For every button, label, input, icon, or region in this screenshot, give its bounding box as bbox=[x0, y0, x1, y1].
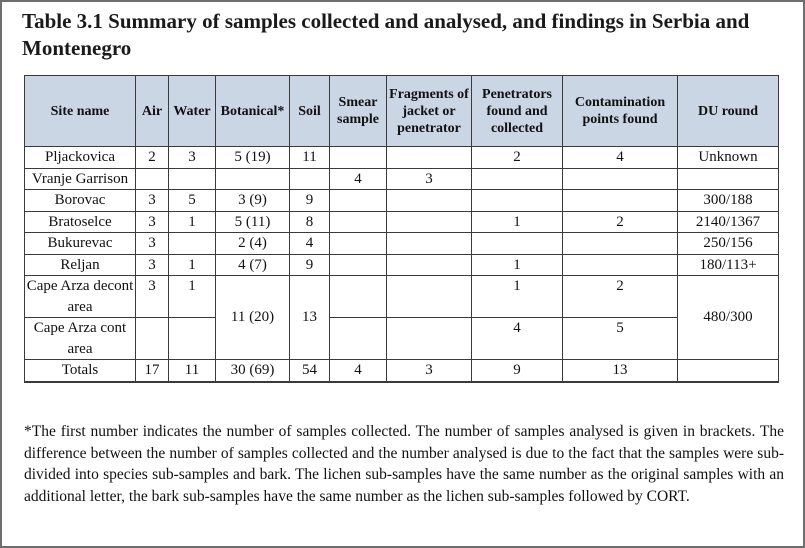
cell-penetrators: 2 bbox=[472, 147, 563, 169]
cell-air: 17 bbox=[136, 360, 169, 382]
cell-contamination: 13 bbox=[563, 360, 678, 382]
cell-site: Totals bbox=[25, 360, 136, 382]
cell-soil: 54 bbox=[290, 360, 330, 382]
cell-soil: 9 bbox=[290, 254, 330, 276]
cell-du-round-cape-arza: 480/300 bbox=[678, 276, 779, 360]
cell-air bbox=[136, 318, 169, 360]
table-row bbox=[25, 233, 779, 255]
table-row bbox=[25, 211, 779, 233]
cell-fragments bbox=[387, 276, 472, 318]
cell-water: 5 bbox=[169, 190, 216, 212]
table-row bbox=[25, 276, 779, 318]
cell-air: 2 bbox=[136, 147, 169, 169]
cell-soil bbox=[290, 168, 330, 190]
cell-botanical: 5 (11) bbox=[216, 211, 290, 233]
cell-botanical: 5 (19) bbox=[216, 147, 290, 169]
cell-air: 3 bbox=[136, 276, 169, 318]
cell-contamination: 2 bbox=[563, 211, 678, 233]
cell-soil-cape-arza: 13 bbox=[290, 276, 330, 360]
cell-penetrators bbox=[472, 190, 563, 212]
cell-site: Bratoselce bbox=[25, 211, 136, 233]
cell-soil: 11 bbox=[290, 147, 330, 169]
header-site-name: Site name bbox=[25, 76, 136, 147]
cell-site: Borovac bbox=[25, 190, 136, 212]
header-air: Air bbox=[136, 76, 169, 147]
cell-du-round bbox=[678, 168, 779, 190]
cell-penetrators bbox=[472, 233, 563, 255]
cell-air: 3 bbox=[136, 254, 169, 276]
cell-site: Cape Arza cont area bbox=[25, 318, 136, 360]
cell-penetrators: 4 bbox=[472, 318, 563, 360]
cell-penetrators: 9 bbox=[472, 360, 563, 382]
cell-fragments: 3 bbox=[387, 360, 472, 382]
header-water: Water bbox=[169, 76, 216, 147]
cell-botanical: 4 (7) bbox=[216, 254, 290, 276]
table-caption: Table 3.1 Summary of samples collected and analysed, and findings in Serbia and Montenegro bbox=[22, 9, 750, 60]
cell-botanical: 30 (69) bbox=[216, 360, 290, 382]
cell-contamination: 5 bbox=[563, 318, 678, 360]
header-botanical: Botanical* bbox=[216, 76, 290, 147]
cell-fragments bbox=[387, 254, 472, 276]
table-row bbox=[25, 254, 779, 276]
cell-botanical: 3 (9) bbox=[216, 190, 290, 212]
cell-botanical: 2 (4) bbox=[216, 233, 290, 255]
cell-air: 3 bbox=[136, 211, 169, 233]
samples-summary-table bbox=[24, 75, 779, 383]
cell-smear bbox=[330, 254, 387, 276]
cell-contamination: 4 bbox=[563, 147, 678, 169]
cell-site: Cape Arza decont area bbox=[25, 276, 136, 318]
cell-du-round: 250/156 bbox=[678, 233, 779, 255]
cell-penetrators bbox=[472, 168, 563, 190]
cell-site: Vranje Garrison bbox=[25, 168, 136, 190]
cell-botanical bbox=[216, 168, 290, 190]
cell-smear bbox=[330, 233, 387, 255]
totals-row bbox=[25, 360, 779, 382]
cell-soil: 8 bbox=[290, 211, 330, 233]
cell-smear bbox=[330, 190, 387, 212]
cell-soil: 9 bbox=[290, 190, 330, 212]
cell-air bbox=[136, 168, 169, 190]
cell-water bbox=[169, 233, 216, 255]
cell-site: Pljackovica bbox=[25, 147, 136, 169]
cell-fragments bbox=[387, 190, 472, 212]
cell-fragments bbox=[387, 211, 472, 233]
cell-smear bbox=[330, 147, 387, 169]
cell-smear bbox=[330, 276, 387, 318]
header-smear-sample: Smear sample bbox=[330, 76, 387, 147]
header-fragments: Fragments of jacket or penetrator bbox=[387, 76, 472, 147]
cell-penetrators: 1 bbox=[472, 254, 563, 276]
cell-water bbox=[169, 168, 216, 190]
cell-penetrators: 1 bbox=[472, 276, 563, 318]
cell-air: 3 bbox=[136, 190, 169, 212]
cell-site: Reljan bbox=[25, 254, 136, 276]
table-row bbox=[25, 190, 779, 212]
header-contamination: Contamination points found bbox=[563, 76, 678, 147]
table-row bbox=[25, 318, 779, 360]
cell-water: 3 bbox=[169, 147, 216, 169]
cell-contamination bbox=[563, 233, 678, 255]
cell-smear: 4 bbox=[330, 168, 387, 190]
cell-site: Bukurevac bbox=[25, 233, 136, 255]
header-penetrators: Penetrators found and collected bbox=[472, 76, 563, 147]
cell-fragments bbox=[387, 318, 472, 360]
cell-soil: 4 bbox=[290, 233, 330, 255]
cell-contamination bbox=[563, 190, 678, 212]
cell-botanical-cape-arza: 11 (20) bbox=[216, 276, 290, 360]
header-du-round: DU round bbox=[678, 76, 779, 147]
cell-water bbox=[169, 318, 216, 360]
table-row bbox=[25, 168, 779, 190]
cell-du-round: Unknown bbox=[678, 147, 779, 169]
cell-water: 1 bbox=[169, 254, 216, 276]
cell-water: 1 bbox=[169, 276, 216, 318]
cell-contamination: 2 bbox=[563, 276, 678, 318]
cell-du-round: 2140/1367 bbox=[678, 211, 779, 233]
header-soil: Soil bbox=[290, 76, 330, 147]
cell-air: 3 bbox=[136, 233, 169, 255]
cell-contamination bbox=[563, 254, 678, 276]
cell-fragments bbox=[387, 147, 472, 169]
cell-fragments bbox=[387, 233, 472, 255]
cell-water: 11 bbox=[169, 360, 216, 382]
cell-du-round: 180/113+ bbox=[678, 254, 779, 276]
cell-contamination bbox=[563, 168, 678, 190]
cell-du-round: 300/188 bbox=[678, 190, 779, 212]
cell-du-round bbox=[678, 360, 779, 382]
cell-penetrators: 1 bbox=[472, 211, 563, 233]
cell-water: 1 bbox=[169, 211, 216, 233]
table-row bbox=[25, 147, 779, 169]
header-row bbox=[25, 76, 779, 147]
cell-fragments: 3 bbox=[387, 168, 472, 190]
cell-smear bbox=[330, 211, 387, 233]
cell-smear bbox=[330, 318, 387, 360]
table-footnote: *The first number indicates the number of samples collected. The number of samples analysed is given in brackets. The difference between the number of samples collected and the number analysed is due to the fact that the samples were sub-divided into species sub-samples and bark. The lichen sub-samples have the same number as the original samples with an additional letter, the bark sub-samples have the same number as the lichen sub-samples followed by CORT. bbox=[24, 423, 784, 505]
cell-smear: 4 bbox=[330, 360, 387, 382]
